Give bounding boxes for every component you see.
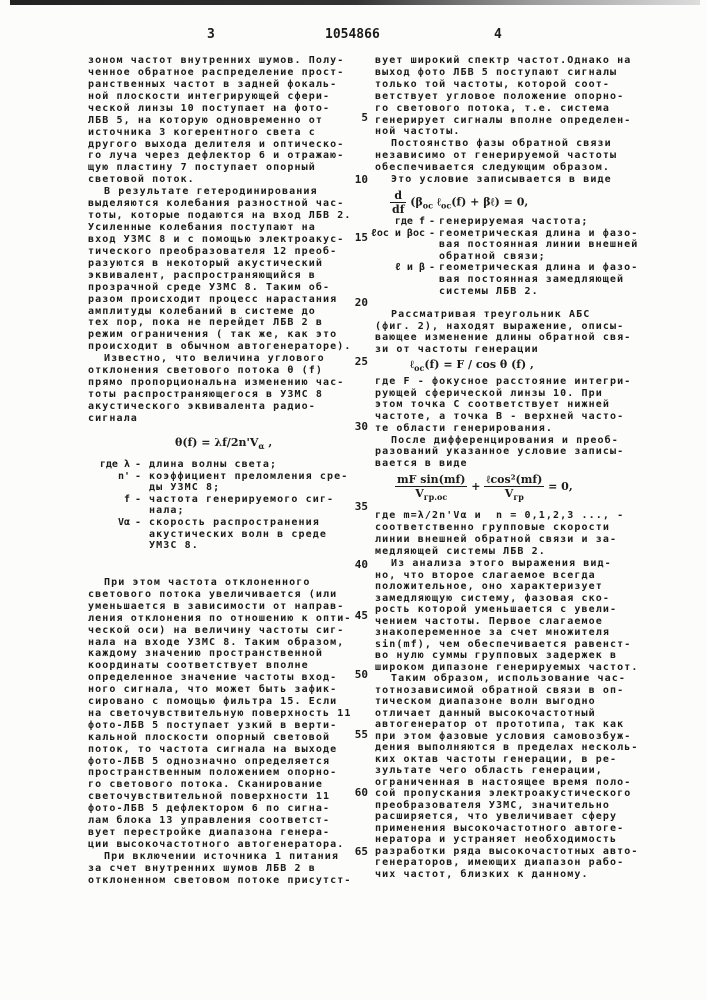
definition-term: где λ (100, 459, 130, 470)
definition-term: n' (118, 471, 130, 482)
text-line: тоты, которые подаются на вход ЛБВ 2. (88, 210, 351, 221)
text-line: рость которой уменьшается с увели- (375, 604, 617, 615)
text-line: источника 3 когерентного света с (88, 127, 316, 138)
text-line: те области генерирования. (375, 423, 553, 434)
definition-dash: - (429, 262, 436, 273)
text-line: При включении источника 1 питания (104, 851, 339, 862)
fraction-denominator: df (390, 203, 406, 216)
text-line: фото-ЛБВ 5 дефлектором 6 по сигна- (88, 803, 330, 814)
definition-text: вая постоянная замедляющей (439, 274, 624, 285)
margin-line-number: 15 (352, 232, 368, 243)
text-line: на светочувствительную поверхность 11 (88, 708, 351, 719)
text-line: фото-ЛБВ 5 однозначно определяется (88, 756, 330, 767)
text-line: вует перестройке диапазона генера- (88, 827, 330, 838)
text-line: зультате чего область генерации, (375, 765, 603, 776)
text-line: тех пор, пока не перейдет ЛБВ 2 в (88, 317, 323, 328)
text-line: тотнозависимой обратной связи в оп- (375, 685, 624, 696)
margin-line-number: 65 (352, 846, 368, 857)
text-line: отклоненном световом потоке присутст- (88, 875, 351, 886)
fraction-denominator (395, 487, 467, 501)
text-line: замедляющую систему, фазовая ско- (375, 593, 610, 604)
margin-line-number: 40 (352, 559, 368, 570)
definition-text: обратной связи; (439, 251, 546, 262)
equation-angle (175, 436, 272, 450)
text-line: отличает данный высокочастотный (375, 708, 596, 719)
page-number-right: 4 (494, 27, 502, 42)
text-line: ограниченная в настоящее время поло- (375, 777, 631, 788)
equation-text: ℓ (410, 358, 414, 371)
definition-text: системы ЛБВ 2. (439, 286, 539, 297)
definition-text: скорость распространения (149, 517, 320, 528)
text-line: При этом частота отклоненного (104, 577, 311, 588)
margin-line-number: 50 (352, 669, 368, 680)
derivative-fraction (390, 189, 406, 216)
scan-top-border (10, 0, 700, 5)
text-line: происходит в обычном автогенераторе). (88, 341, 351, 352)
equation-text: θ(f) = λf/2n'V (175, 436, 258, 449)
text-line: генераторов, имеющих диапазон рабо- (375, 857, 624, 868)
equation-subscript: oc (414, 363, 424, 373)
equation-subscript: α (258, 441, 264, 451)
text-line: амплитуды колебаний в системе до (88, 306, 316, 317)
text-line: разработки ряда высокочастотных авто- (375, 846, 638, 857)
text-line: нала на входе УЗМС 8. Таким образом, (88, 637, 344, 648)
text-line: прозрачной среде УЗМС 8. Таким об- (88, 282, 330, 293)
fraction-first-term (395, 473, 467, 501)
text-line: где m=λ/2n'Vα и n = 0,1,2,3 ..., - (375, 510, 624, 521)
text-line: Из анализа этого выражения вид- (391, 558, 612, 569)
definition-text: нала; (149, 505, 185, 516)
text-line: зоном частот внутренних шумов. Полу- (88, 55, 344, 66)
text-line: положительное, оно характеризует (375, 581, 603, 592)
text-line: После дифференцирования и преоб- (391, 435, 619, 446)
text-line: этом точка С соответствует нижней (375, 399, 610, 410)
text-line: только той частоты, которой соот- (375, 79, 610, 90)
text-line: при этом фазовые условия самовозбуж- (375, 731, 631, 742)
margin-line-number: 55 (352, 729, 368, 740)
equation-subscript: гр (513, 492, 524, 502)
text-line: щую пластину 7 поступает опорный (88, 162, 316, 173)
text-line: разом происходит процесс нарастания (88, 294, 337, 305)
text-line: координаты соответствует вполне (88, 660, 309, 671)
text-line: чих частот, близких к данному. (375, 869, 589, 880)
text-line: тоты распространяющегося в УЗМС 8 (88, 389, 323, 400)
margin-line-number: 5 (352, 112, 368, 123)
text-line: за счет внутренних шумов ЛБВ 2 в (88, 863, 316, 874)
patent-number: 1054866 (325, 27, 380, 42)
definition-term: f (124, 494, 130, 505)
text-line: каждому значению пространственной (88, 648, 323, 659)
text-line: преобразователя УЗМС, значительно (375, 800, 610, 811)
text-line: вход УЗМС 8 и с помощью электроакус- (88, 234, 344, 245)
text-line: соответственно групповые скорости (375, 522, 610, 533)
equation-subscript: гр.ос (424, 492, 448, 502)
text-line: кальной плоскости опорный световой (88, 732, 330, 743)
text-line: нератора и устраняет необходимость (375, 834, 617, 845)
text-line: где F - фокусное расстояние интегри- (375, 376, 631, 387)
equation-text: ℓ (433, 196, 441, 209)
page-number-left: 3 (207, 27, 215, 42)
margin-line-number: 10 (352, 174, 368, 185)
margin-line-number: 30 (352, 421, 368, 432)
text-line: применения высокочастотного автоге- (375, 823, 624, 834)
text-line: (фиг. 2), находят выражение, описы- (375, 321, 624, 332)
text-line: лам блока 13 управления соответст- (88, 815, 330, 826)
equation-text: (f) = F / cos θ (f) , (424, 358, 534, 371)
margin-line-number: 20 (352, 297, 368, 308)
margin-line-number: 35 (352, 501, 368, 512)
text-line: режим ограничения ( так же, как это (88, 329, 337, 340)
text-line: отклонения светового потока θ (f) (88, 365, 323, 376)
definition-text: геометрическая длина и фазо- (439, 262, 638, 273)
text-line: ветствует угловое положение опорно- (375, 91, 624, 102)
text-line: автогенератор от прототипа, так как (375, 719, 624, 730)
text-line: независимо от генерируемой частоты (375, 150, 617, 161)
text-line: уменьшается в зависимости от направ- (88, 601, 344, 612)
equation-phase-condition (390, 189, 528, 216)
fraction-second-term (484, 473, 544, 501)
text-line: вающее изменение длины обратной свя- (375, 332, 631, 343)
text-line: эквивалент, распространяющийся в (88, 270, 316, 281)
text-line: чением частоты. Первое слагаемое (375, 616, 603, 627)
definition-term: где f (395, 216, 425, 227)
text-line: сировано с помощью фильтра 15. Если (88, 696, 337, 707)
definition-dash: - (429, 216, 436, 227)
text-line: Это условие записывается в виде (391, 174, 612, 185)
margin-line-number: 45 (352, 610, 368, 621)
text-line: светочувствительной поверхности 11 (88, 791, 330, 802)
fraction-denominator (484, 487, 544, 501)
text-line: тического преобразователя 12 преоб- (88, 246, 337, 257)
text-line: рующей сферической линзы 10. При (375, 388, 603, 399)
text-line: прямо пропорциональна изменению час- (88, 377, 344, 388)
text-line: широком дипазоне генерируемых частот. (375, 662, 638, 673)
definition-term: Vα (118, 517, 130, 528)
definition-text: генерируемая частота; (439, 216, 589, 227)
text-line: Таким образом, использование час- (391, 673, 626, 684)
equation-text: , (265, 436, 273, 449)
text-line: световой поток. (88, 174, 195, 185)
text-line: ной частоты. (375, 126, 460, 137)
fraction-numerator: mF sin(mf) (395, 473, 467, 487)
text-line: Усиленные колебания поступают на (88, 222, 316, 233)
definition-text: ды УЗМС 8; (149, 482, 220, 493)
text-line: ного сигнала, что может быть зафик- (88, 684, 337, 695)
definition-term: ℓ и β (395, 262, 425, 273)
text-line: медляющей системы ЛБВ 2. (375, 546, 546, 557)
text-line: В результате гетеродинирования (104, 186, 318, 197)
equation-group-delay (395, 473, 573, 501)
text-line: знакопеременное за счет множителя (375, 627, 610, 638)
definition-text: вая постоянная линии внешней (439, 239, 638, 250)
equation-text: (β (410, 196, 423, 209)
equation-text: (f) + βℓ) = 0, (451, 196, 528, 209)
equation-subscript: oc (441, 201, 451, 211)
equation-subscript: oc (423, 201, 433, 211)
text-line: но, что второе слагаемое всегда (375, 570, 596, 581)
equation-text: = 0, (548, 480, 573, 493)
text-line: обеспечивается следующим образом. (375, 162, 610, 173)
text-line: ЛБВ 5, на которую одновременно от (88, 115, 323, 126)
text-line: разований указанное условие записы- (375, 446, 624, 457)
text-line: ченное обратное распределение прост- (88, 67, 344, 78)
text-line: ления отклонения по отношению к опти- (88, 613, 351, 624)
text-line: тическом диапазоне волн выгодно (375, 696, 596, 707)
text-line: ции высокочастотного автогенератора. (88, 839, 344, 850)
text-line: расширяется, что увеличивает сферу (375, 811, 617, 822)
definition-term: ℓос и βос (371, 228, 425, 239)
text-line: акустического эквивалента радио- (88, 401, 316, 412)
text-line: выход фото ЛБВ 5 поступают сигналы (375, 67, 617, 78)
text-line: вует широкий спектр частот.Однако на (375, 55, 631, 66)
text-line: пространственным положением опорно- (88, 767, 337, 778)
equation-text: V (505, 487, 514, 500)
text-line: поток, то частота сигнала на выходе (88, 744, 337, 755)
text-line: линии внешней обратной связи и за- (375, 534, 617, 545)
definition-text: частота генерируемого сиг- (149, 494, 334, 505)
text-line: го луча через дефлектор 6 и отражаю- (88, 150, 344, 161)
text-line: частоте, а точка В - верхней часто- (375, 411, 624, 422)
text-line: разуются в некоторый акустический (88, 258, 323, 269)
definition-text: УМЗС 8. (149, 540, 199, 551)
margin-line-number: 25 (352, 356, 368, 367)
text-line: го светового потока. Сканирование (88, 779, 323, 790)
equation-text: V (415, 487, 424, 500)
text-line: дения выполняются в пределах несколь- (375, 742, 638, 753)
definition-text: длина волны света; (149, 459, 277, 470)
text-line: вается в виде (375, 458, 468, 469)
fraction-numerator: ℓcos²(mf) (484, 473, 544, 487)
definition-text: акустических волн в среде (149, 529, 327, 540)
text-line: Рассматривая треугольник АБС (391, 309, 590, 320)
text-line: ких октав частоты генерации, в ре- (375, 754, 617, 765)
text-line: го светового потока, т.е. система (375, 103, 610, 114)
text-line: сой пропускания электроакустического (375, 788, 631, 799)
text-line: фото-ЛБВ 5 поступает узкий в верти- (88, 720, 337, 731)
definition-dash: - (135, 517, 142, 528)
text-line: sin(mf), чем обеспечивается равенст- (375, 639, 631, 650)
equation-text: + (471, 480, 480, 493)
text-line: зи от частоты генерации (375, 344, 539, 355)
text-line: Постоянство фазы обратной связи (391, 138, 612, 149)
text-line: ческой линзы 10 поступает на фото- (88, 103, 330, 114)
equation-feedback-length (410, 358, 534, 372)
text-line: светового потока увеличивается (или (88, 589, 337, 600)
text-line: во нулю суммы групповых задержек в (375, 650, 617, 661)
text-line: генерирует сигналы вполне определен- (375, 115, 631, 126)
text-line: другого выхода делителя и оптическо- (88, 139, 344, 150)
margin-line-number: 60 (352, 787, 368, 798)
text-line: ной плоскости интегрирующей сфери- (88, 91, 330, 102)
text-line: определенное значение частоты вход- (88, 672, 337, 683)
text-line: ранственных частот в задней фокаль- (88, 79, 337, 90)
definition-text: коэффициент преломления сре- (149, 471, 348, 482)
text-line: выделяются колебания разностной час- (88, 198, 344, 209)
definition-dash: - (135, 471, 142, 482)
definition-dash: - (135, 494, 142, 505)
text-line: ческой оси) на величину частоты сиг- (88, 625, 344, 636)
definition-dash: - (429, 228, 436, 239)
definition-text: геометрическая длина и фазо- (439, 228, 638, 239)
text-line: сигнала (88, 413, 138, 424)
definition-dash: - (135, 459, 142, 470)
text-line: Известно, что величина углового (104, 353, 325, 364)
fraction-numerator: d (390, 189, 406, 203)
